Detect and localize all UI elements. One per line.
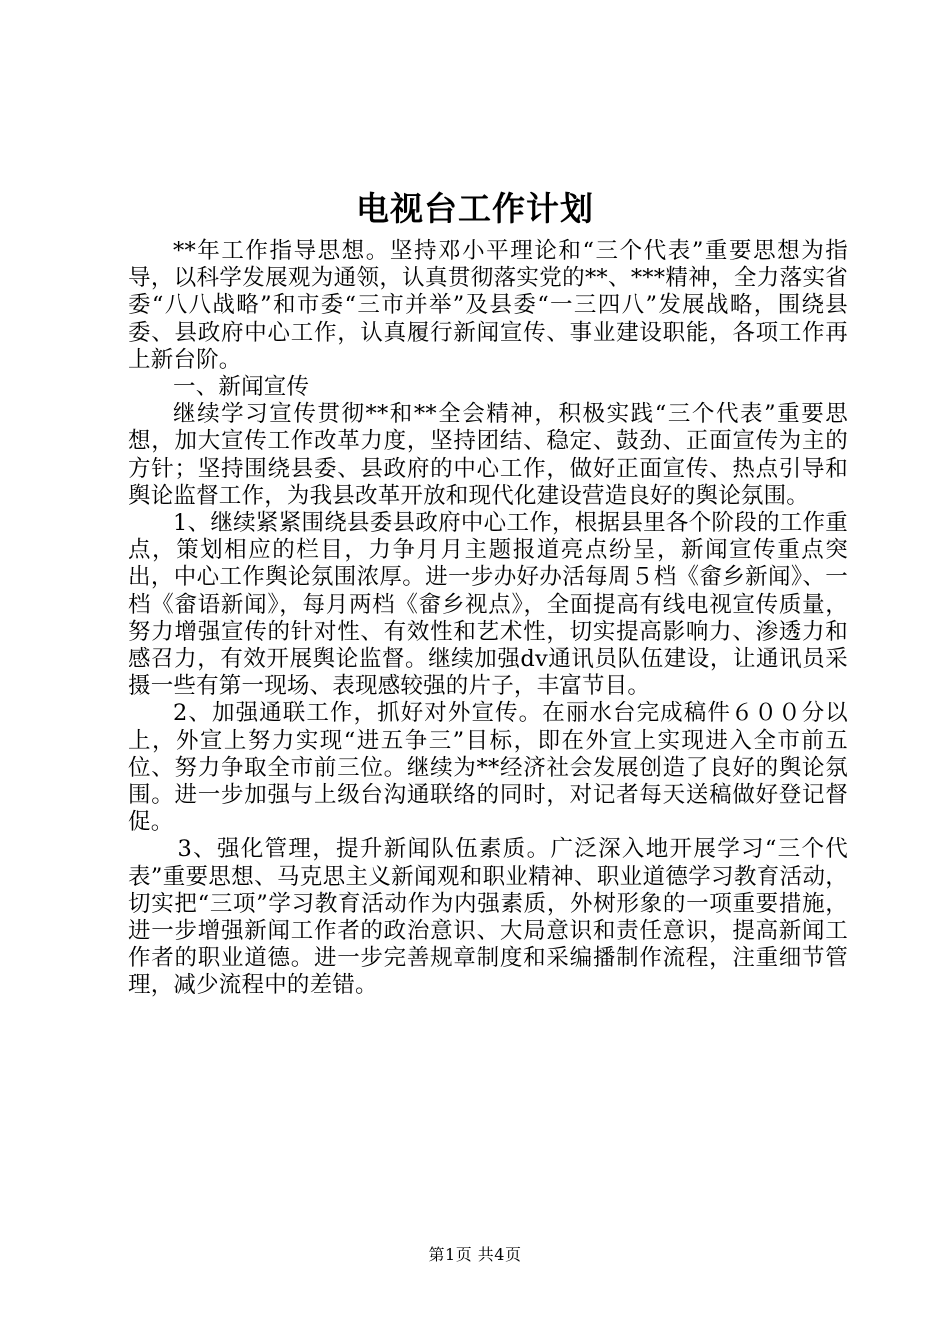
section-heading-news-publicity: 一、新闻宣传: [173, 374, 310, 401]
paragraph-item-2: 2、加强通联工作，抓好对外宣传。在丽水台完成稿件６００分以上，外宣上努力实现“进五争三”目标，即在外宣上实现进入全市前五位、努力争取全市前三位。继续为**经济社会发展创造了良好的舆论氛围。进一步加强与上级台沟通联络的同时，对记者每天送稿做好登记督促。: [128, 700, 848, 836]
document-body: [128, 238, 848, 1000]
paragraph-item-3: 3、强化管理，提升新闻队伍素质。广泛深入地开展学习“三个代表”重要思想、马克思主义新闻观和职业精神、职业道德学习教育活动，切实把“三项”学习教育活动作为内强素质，外树形象的一项重要措施，进一步增强新闻工作者的政治意识、大局意识和责任意识，提高新闻工作者的职业道德。进一步完善规章制度和采编播制作流程，注重细节管理，减少流程中的差错。: [128, 836, 848, 999]
paragraph-news-publicity-intro: 继续学习宣传贯彻**和**全会精神，积极实践“三个代表”重要思想，加大宣传工作改革力度，坚持团结、稳定、鼓劲、正面宣传为主的方针；坚持围绕县委、县政府的中心工作，做好正面宣传、热点引导和舆论监督工作，为我县改革开放和现代化建设营造良好的舆论氛围。: [128, 401, 848, 509]
paragraph-guiding-ideology: **年工作指导思想。坚持邓小平理论和“三个代表”重要思想为指导，以科学发展观为通领，认真贯彻落实党的**、***精神，全力落实省委“八八战略”和市委“三市并举”及县委“一三四八”发展战略，围绕县委、县政府中心工作，认真履行新闻宣传、事业建设职能，各项工作再上新台阶。: [128, 238, 848, 373]
page-number-footer: 第1页 共4页: [428, 1245, 522, 1264]
paragraph-item-1: 1、继续紧紧围绕县委县政府中心工作，根据县里各个阶段的工作重点，策划相应的栏目，力争月月主题报道亮点纷呈，新闻宣传重点突出，中心工作舆论氛围浓厚。进一步办好办活每周５档《畲乡新闻》、一档《畲语新闻》，每月两档《畲乡视点》，全面提高有线电视宣传质量，努力增强宣传的针对性、有效性和艺术性，切实提高影响力、渗透力和感召力，有效开展舆论监督。继续加强dv通讯员队伍建设，让通讯员采摄一些有第一现场、表现感较强的片子，丰富节目。: [128, 510, 848, 700]
document-title: 电视台工作计划: [356, 189, 594, 228]
